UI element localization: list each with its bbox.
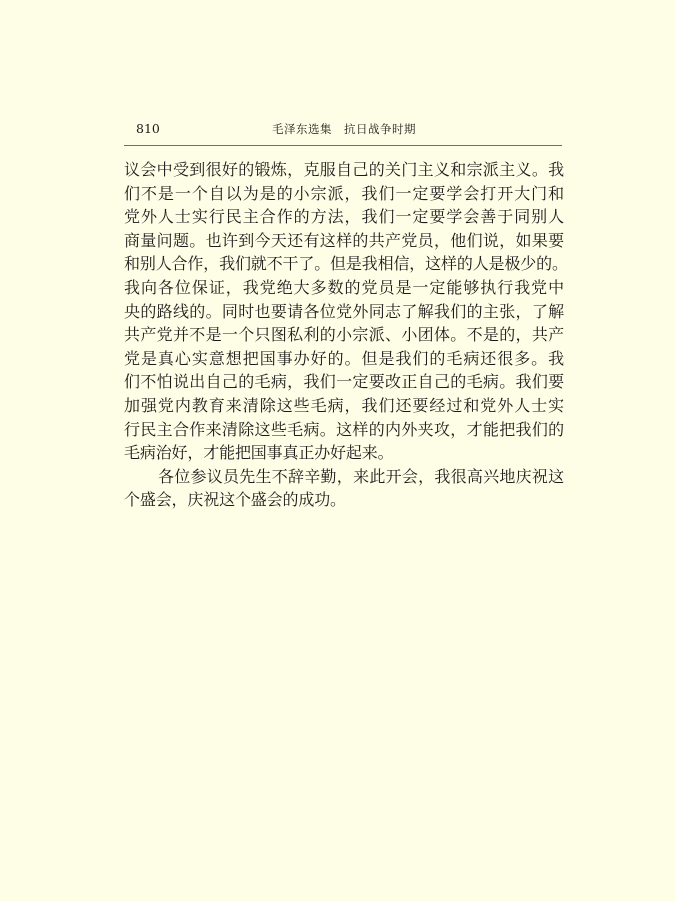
body-text (124, 158, 568, 512)
text-line: 商量问题。也许到今天还有这样的共产党员，他们说，如果要 (124, 230, 564, 250)
text-line: 各位参议员先生不辞辛勤，来此开会，我很高兴地庆祝这 (158, 466, 564, 486)
header-rule (124, 145, 562, 146)
text-line: 议会中受到很好的锻炼，克服自己的关门主义和宗派主义。我 (124, 160, 564, 179)
text-line: 和别人合作，我们就不干了。但是我相信，这样的人是极少的。 (124, 254, 568, 274)
text-line: 央的路线的。同时也要请各位党外同志了解我们的主张，了解 (124, 301, 564, 321)
text-line: 我向各位保证，我党绝大多数的党员是一定能够执行我党中 (124, 277, 564, 297)
text-line: 党是真心实意想把国事办好的。但是我们的毛病还很多。我 (124, 348, 564, 368)
page-header (124, 120, 562, 142)
paragraph-1 (124, 158, 568, 465)
text-line: 加强党内教育来清除这些毛病，我们还要经过和党外人士实 (124, 395, 564, 415)
text-line: 行民主合作来清除这些毛病。这样的内外夹攻，才能把我们的 (124, 419, 564, 439)
text-line: 们不是一个自以为是的小宗派，我们一定要学会打开大门和 (124, 183, 564, 203)
text-line: 个盛会，庆祝这个盛会的成功。 (124, 490, 346, 510)
text-line: 毛病治好，才能把国事真正办好起来。 (124, 443, 394, 463)
running-title: 毛泽东选集 抗日战争时期 (272, 122, 416, 136)
paragraph-2 (124, 465, 564, 512)
page-number: 810 (136, 121, 160, 136)
text-line: 共产党并不是一个只图私利的小宗派、小团体。不是的，共产 (124, 325, 564, 345)
text-line: 党外人士实行民主合作的方法，我们一定要学会善于同别人 (124, 207, 564, 227)
text-line: 们不怕说出自己的毛病，我们一定要改正自己的毛病。我们要 (124, 372, 564, 392)
